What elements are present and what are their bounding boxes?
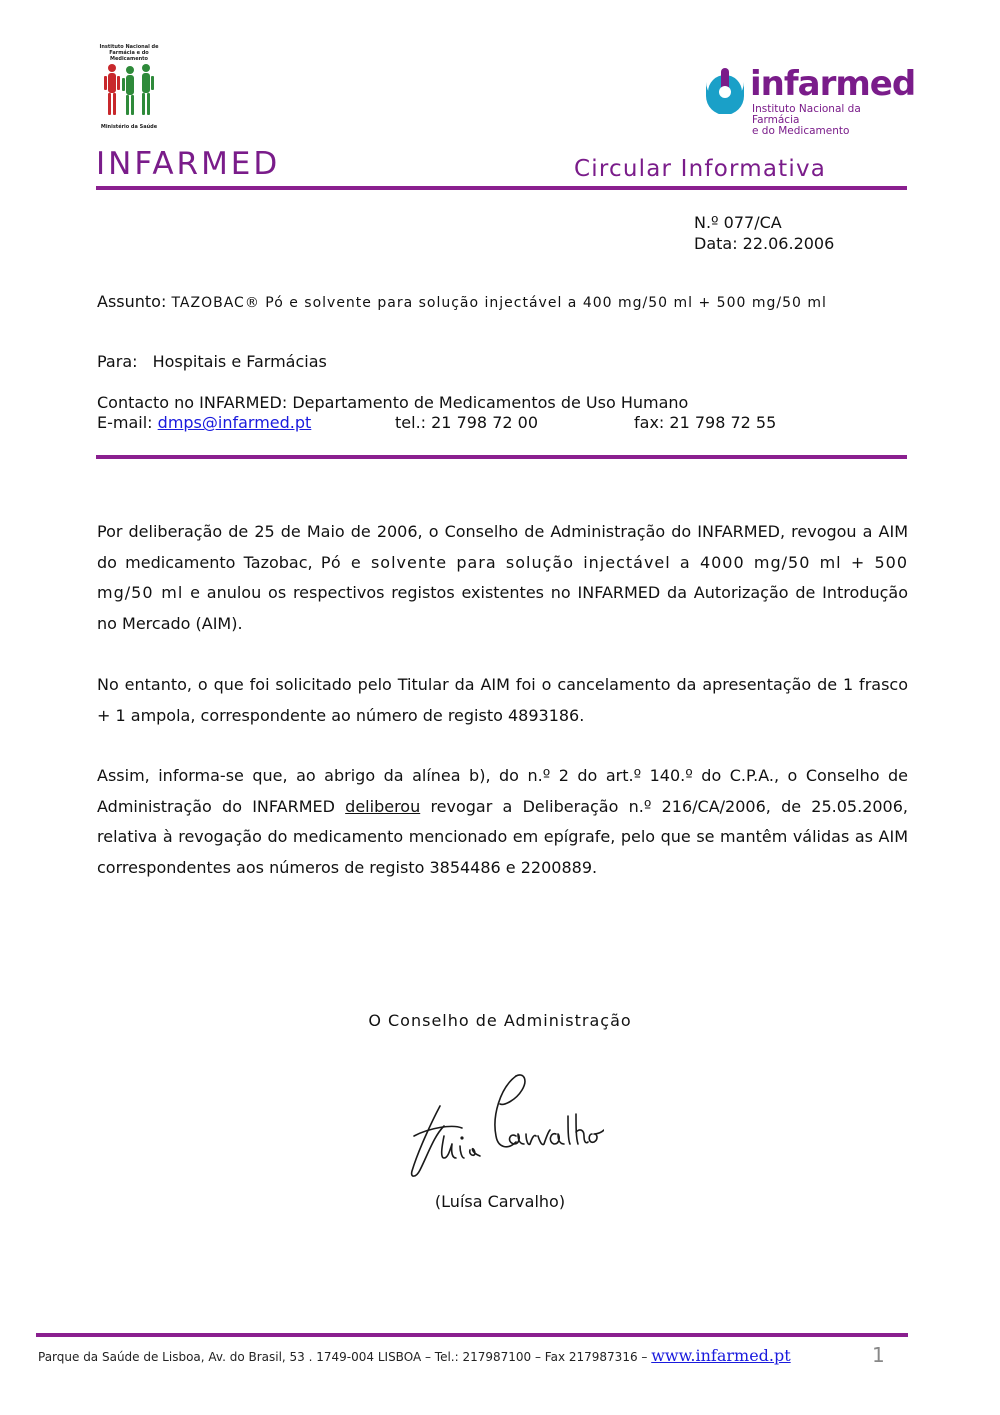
email-link[interactable]: dmps@infarmed.pt	[157, 413, 312, 432]
council-signoff: O Conselho de Administração	[368, 1011, 632, 1030]
recipients-line	[97, 352, 327, 372]
p1-part-a: Por deliberação de 25 de Maio de 2006, o Conselho de Administração do INFARMED, revogou a AIM do medicamento Tazobac,	[97, 522, 908, 572]
infarmed-logo-sub-line-2: e do Medicamento	[752, 125, 850, 137]
ministry-logo-bottom-text: Ministério da Saúde	[100, 124, 158, 130]
p2-text: No entanto, o que foi solicitado pelo Titular da AIM foi o cancelamento da apresentação de 1 frasco + 1 ampola, correspondente ao número de registo 4893186.	[97, 675, 908, 725]
contact-details	[97, 413, 797, 433]
body-paragraph-1	[97, 517, 908, 639]
subject-text: TAZOBAC® Pó e solvente para solução injectável a 400 mg/50 ml + 500 mg/50 ml	[171, 295, 827, 311]
recipients-text: Hospitais e Farmácias	[152, 352, 327, 371]
header-divider	[96, 186, 907, 190]
infarmed-logo-sub-line-1: Instituto Nacional da Farmácia	[752, 103, 861, 126]
body-paragraph-3	[97, 761, 908, 883]
contact-divider	[96, 455, 907, 459]
page-number: 1	[872, 1343, 885, 1367]
ministry-logo-top-text: Instituto Nacional de Farmácia e do Medicamento	[99, 44, 159, 62]
body-paragraph-2	[97, 670, 908, 731]
document-meta	[694, 212, 834, 254]
fax: fax: 21 798 72 55	[634, 413, 777, 432]
figures-icon	[96, 62, 162, 118]
subject-label: Assunto:	[97, 292, 167, 311]
footer-divider	[36, 1333, 908, 1337]
footer-address: Parque da Saúde de Lisboa, Av. do Brasil, 53 . 1749-004 LISBOA – Tel.: 217987100 – Fax 217987316 –	[38, 1350, 652, 1364]
telephone: tel.: 21 798 72 00	[395, 413, 538, 432]
recipients-label: Para:	[97, 352, 138, 371]
subject-line	[97, 292, 827, 313]
p3-part-b: revogar a Deliberação n.º 216/CA/2006, de 25.05.2006, relativa à revogação do medicamento mencionado em epígrafe, pelo que se mantêm válidas as AIM correspondentes aos números de registo 3854486 e 2200889.	[97, 796, 908, 877]
infarmed-logo	[702, 64, 916, 137]
document-type: Circular Informativa	[574, 156, 827, 182]
p1-part-c: e anulou os respectivos registos existentes no INFARMED da Autorização de Introdução no Mercado (AIM).	[97, 583, 908, 633]
handwritten-signature	[404, 1066, 604, 1186]
document-date: Data: 22.06.2006	[694, 234, 835, 253]
contact-line: Contacto no INFARMED: Departamento de Medicamentos de Uso Humano	[97, 393, 689, 412]
infarmed-logo-subtitle	[752, 104, 892, 137]
p3-underlined: deliberou	[345, 796, 421, 816]
brand-title: INFARMED	[96, 146, 281, 182]
document-number: N.º 077/CA	[694, 213, 782, 232]
p3-part-a: Assim, informa-se que, ao abrigo da alínea b), do n.º 2 do art.º 140.º do C.P.A., o Conselho de Administração do INFARMED	[97, 766, 908, 816]
email-label: E-mail:	[97, 413, 153, 432]
infarmed-logo-icon	[702, 66, 748, 114]
infarmed-logo-name: infarmed	[750, 64, 916, 104]
footer-website-link[interactable]: www.infarmed.pt	[651, 1346, 791, 1365]
footer	[38, 1346, 791, 1365]
signer-name: (Luísa Carvalho)	[434, 1192, 566, 1211]
p1-product-name: Pó e solvente para solução injectável a 4000 mg/50 ml + 500 mg/50 ml	[97, 552, 908, 602]
ministry-logo	[96, 44, 162, 136]
